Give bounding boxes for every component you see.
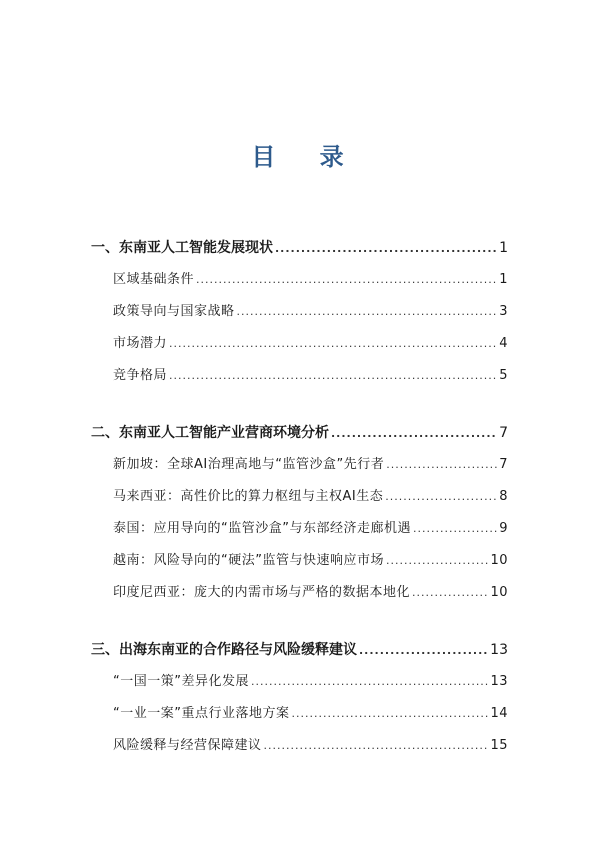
toc-page-number: 9 (499, 521, 508, 536)
toc-item-label: 马来西亚：高性价比的算力枢纽与主权AI生态 (113, 489, 384, 504)
toc-page-number: 13 (490, 674, 508, 689)
toc-item-label: 新加坡：全球AI治理高地与“监管沙盒”先行者 (113, 457, 385, 472)
toc-page-number: 3 (499, 304, 508, 319)
section-spacer (91, 609, 508, 634)
toc-page-number: 14 (490, 706, 508, 721)
toc-item-label: 风险缓释与经营保障建议 (113, 738, 262, 753)
toc-section-1[interactable] (91, 232, 508, 264)
dot-leader (413, 513, 497, 545)
table-of-contents (91, 232, 508, 762)
toc-section-label: 一、东南亚人工智能发展现状 (91, 240, 273, 256)
toc-item[interactable] (91, 360, 508, 392)
toc-page-number: 10 (490, 553, 508, 568)
toc-page-number: 4 (499, 336, 508, 351)
toc-page-number: 8 (499, 489, 508, 504)
toc-item-label: 泰国：应用导向的“监管沙盒”与东部经济走廊机遇 (113, 521, 411, 536)
toc-item-label: “一业一案”重点行业落地方案 (113, 706, 290, 721)
dot-leader (169, 360, 497, 392)
section-spacer (91, 392, 508, 417)
toc-item[interactable] (91, 545, 508, 577)
toc-page-number: 1 (499, 240, 508, 256)
dot-leader (386, 545, 488, 577)
toc-item[interactable] (91, 449, 508, 481)
toc-item-label: 印度尼西亚：庞大的内需市场与严格的数据本地化 (113, 585, 411, 600)
toc-item[interactable] (91, 698, 508, 730)
toc-item-label: 区域基础条件 (113, 272, 195, 287)
dot-leader (275, 233, 497, 265)
dot-leader (412, 577, 488, 609)
dot-leader (331, 418, 497, 450)
toc-item-label: 市场潜力 (113, 336, 168, 351)
toc-page-number: 7 (499, 457, 508, 472)
toc-page-number: 5 (499, 368, 508, 383)
dot-leader (386, 449, 497, 481)
page-title: 目 录 (251, 142, 362, 171)
toc-page-number: 13 (490, 642, 508, 658)
dot-leader (169, 328, 497, 360)
toc-item-label: 政策导向与国家战略 (113, 304, 235, 319)
toc-item[interactable] (91, 481, 508, 513)
toc-section-2[interactable] (91, 417, 508, 449)
toc-section-3[interactable] (91, 634, 508, 666)
dot-leader (359, 635, 488, 667)
toc-page-number: 15 (490, 738, 508, 753)
toc-item[interactable] (91, 513, 508, 545)
toc-item[interactable] (91, 264, 508, 296)
toc-item[interactable] (91, 577, 508, 609)
toc-item[interactable] (91, 296, 508, 328)
toc-section-label: 三、出海东南亚的合作路径与风险缓释建议 (91, 642, 357, 658)
toc-item[interactable] (91, 328, 508, 360)
toc-item-label: “一国一策”差异化发展 (113, 674, 249, 689)
toc-page-number: 1 (499, 272, 508, 287)
dot-leader (196, 264, 497, 296)
toc-item-label: 越南：风险导向的“硬法”监管与快速响应市场 (113, 553, 384, 568)
toc-page-number: 7 (499, 425, 508, 441)
toc-section-label: 二、东南亚人工智能产业营商环境分析 (91, 425, 329, 441)
toc-item[interactable] (91, 666, 508, 698)
dot-leader (251, 666, 488, 698)
dot-leader (385, 481, 497, 513)
toc-item[interactable] (91, 730, 508, 762)
toc-item-label: 竞争格局 (113, 368, 168, 383)
dot-leader (237, 296, 498, 328)
toc-page-number: 10 (490, 585, 508, 600)
dot-leader (291, 698, 488, 730)
dot-leader (264, 730, 489, 762)
